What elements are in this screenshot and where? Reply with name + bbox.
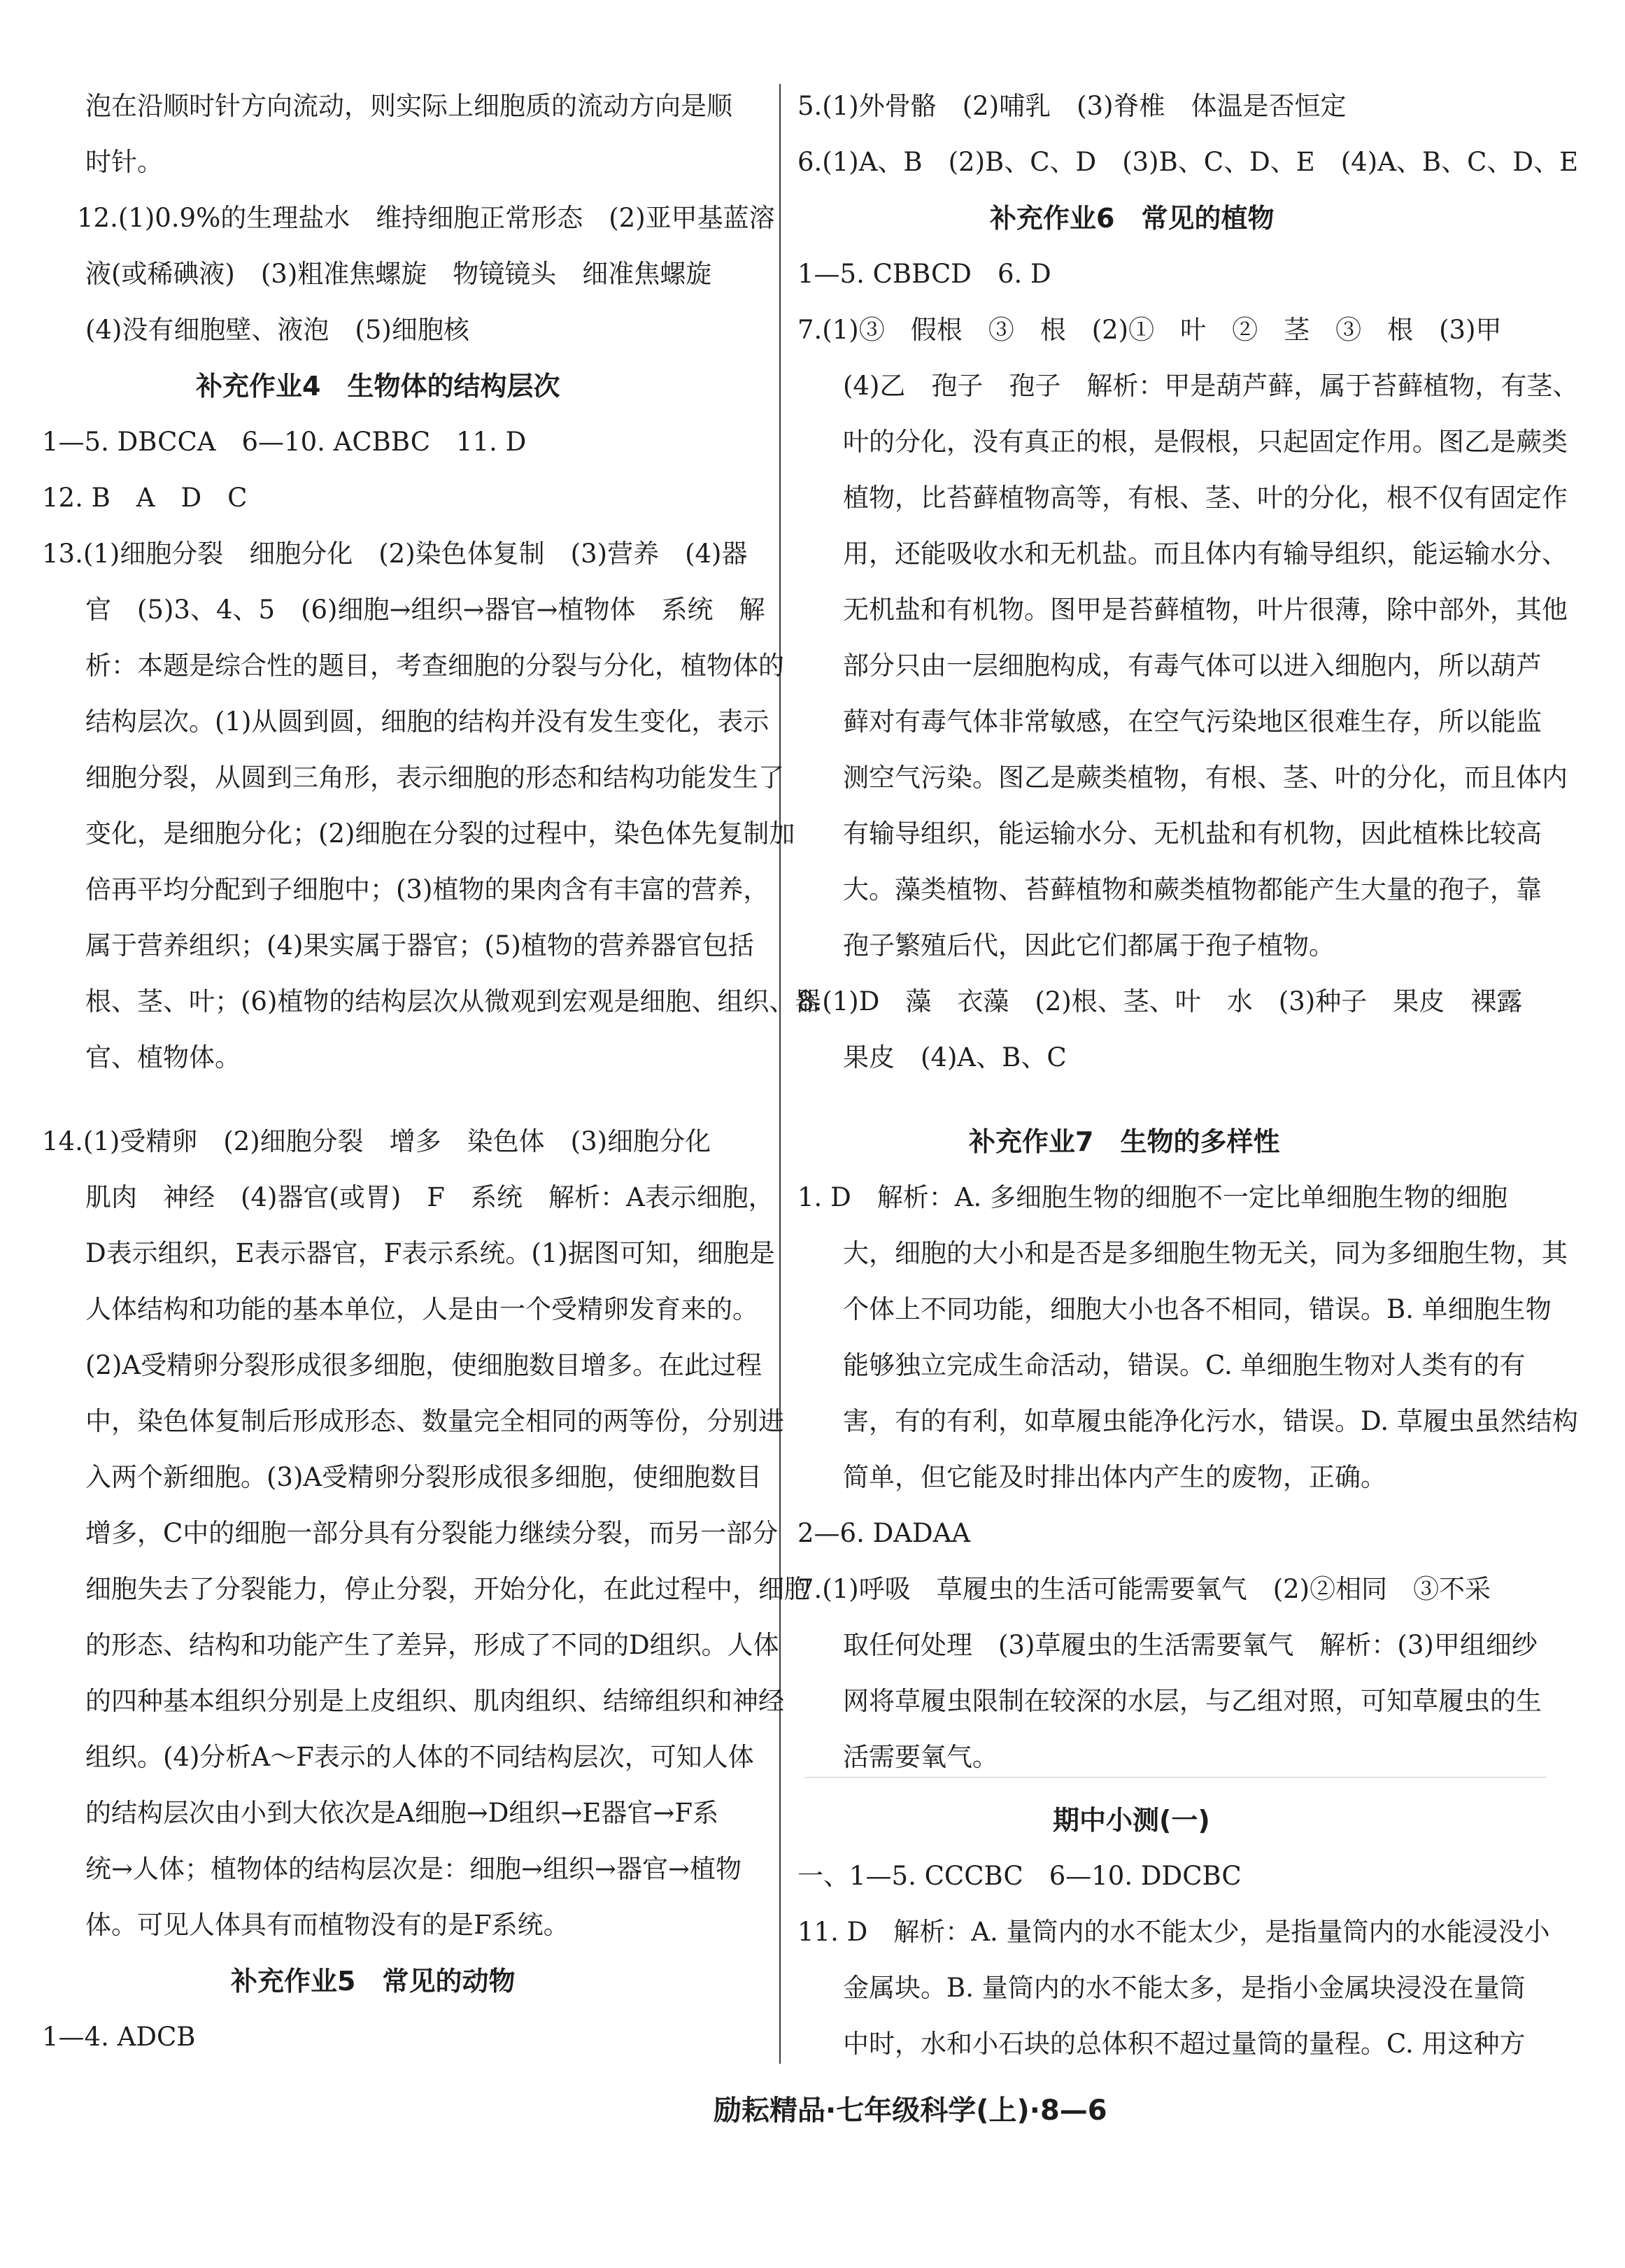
text-line: 简单，但它能及时排出体内产生的废物，正确。 bbox=[843, 1462, 1386, 1492]
section-heading: 期中小测(一) bbox=[1053, 1805, 1210, 1836]
text-line: 取任何处理 (3)草履虫的生活需要氧气 解析：(3)甲组细纱 bbox=[843, 1630, 1538, 1660]
text-line: 大。藻类植物、苔藓植物和蕨类植物都能产生大量的孢子，靠 bbox=[843, 874, 1542, 905]
text-line: (4)乙 孢子 孢子 解析：甲是葫芦藓，属于苔藓植物，有茎、 bbox=[843, 371, 1579, 401]
text-line: 大，细胞的大小和是否是多细胞生物无关，同为多细胞生物，其 bbox=[843, 1238, 1568, 1268]
text-line: (4)没有细胞壁、液泡 (5)细胞核 bbox=[85, 315, 469, 345]
text-line: 8.(1)D 藻 衣藻 (2)根、茎、叶 水 (3)种子 果皮 裸露 bbox=[797, 986, 1523, 1016]
text-line: 官、植物体。 bbox=[85, 1042, 241, 1072]
text-line: 部分只由一层细胞构成，有毒气体可以进入细胞内，所以葫芦 bbox=[843, 651, 1542, 681]
section-heading: 补充作业5 常见的动物 bbox=[231, 1966, 516, 1997]
text-line: 时针。 bbox=[85, 147, 163, 177]
text-line: 体。可见人体具有而植物没有的是F系统。 bbox=[85, 1910, 569, 1940]
text-line: 6.(1)A、B (2)B、C、D (3)B、C、D、E (4)A、B、C、D、E bbox=[797, 147, 1579, 177]
text-line: 入两个新细胞。(3)A受精卵分裂形成很多细胞，使细胞数目 bbox=[85, 1462, 762, 1492]
text-line: 1—4. ADCB bbox=[42, 2022, 196, 2052]
text-line: 析：本题是综合性的题目，考查细胞的分裂与分化，植物体的 bbox=[85, 651, 784, 681]
text-line: 倍再平均分配到子细胞中；(3)植物的果肉含有丰富的营养， bbox=[85, 874, 769, 905]
text-line: 根、茎、叶；(6)植物的结构层次从微观到宏观是细胞、组织、器 bbox=[85, 986, 821, 1016]
text-line: 组织。(4)分析A～F表示的人体的不同结构层次，可知人体 bbox=[85, 1742, 754, 1772]
text-line: 7.(1)呼吸 草履虫的生活可能需要氧气 (2)②相同 ③不采 bbox=[797, 1574, 1491, 1604]
text-line: 一、1—5. CCCBC 6—10. DDCBC bbox=[797, 1861, 1242, 1891]
text-line: 统→人体；植物体的结构层次是：细胞→组织→器官→植物 bbox=[85, 1854, 742, 1884]
text-line: 中时，水和小石块的总体积不超过量筒的量程。C. 用这种方 bbox=[843, 2029, 1526, 2059]
text-line: 11. D 解析：A. 量筒内的水不能太少，是指量筒内的水能浸没小 bbox=[797, 1917, 1550, 1947]
text-line: 用，还能吸收水和无机盐。而且体内有输导组织，能运输水分、 bbox=[843, 539, 1568, 569]
section-heading: 补充作业4 生物体的结构层次 bbox=[196, 371, 560, 402]
text-line: 害，有的有利，如草履虫能净化污水，错误。D. 草履虫虽然结构 bbox=[843, 1406, 1578, 1436]
page-footer: 励耘精品·七年级科学(上)·8—6 bbox=[714, 2095, 1107, 2127]
text-line: 1. D 解析：A. 多细胞生物的细胞不一定比单细胞生物的细胞 bbox=[797, 1182, 1507, 1212]
column-divider bbox=[779, 84, 781, 2064]
text-line: 1—5. DBCCA 6—10. ACBBC 11. D bbox=[42, 427, 527, 457]
section-separator bbox=[804, 1777, 1546, 1778]
text-line: 12. B A D C bbox=[42, 483, 248, 513]
text-line: 属于营养组织；(4)果实属于器官；(5)植物的营养器官包括 bbox=[85, 930, 754, 961]
text-line: 人体结构和功能的基本单位，人是由一个受精卵发育来的。 bbox=[85, 1294, 758, 1324]
text-line: 细胞分裂，从圆到三角形，表示细胞的形态和结构功能发生了 bbox=[85, 763, 784, 793]
text-line: 肌肉 神经 (4)器官(或胃) F 系统 解析：A表示细胞， bbox=[85, 1182, 774, 1212]
text-line: 1—5. CBBCD 6. D bbox=[797, 259, 1051, 289]
text-line: D表示组织，E表示器官，F表示系统。(1)据图可知，细胞是 bbox=[85, 1238, 775, 1268]
text-line: 14.(1)受精卵 (2)细胞分裂 增多 染色体 (3)细胞分化 bbox=[42, 1126, 711, 1156]
text-line: 结构层次。(1)从圆到圆，细胞的结构并没有发生变化，表示 bbox=[85, 707, 769, 737]
section-heading: 补充作业7 生物的多样性 bbox=[969, 1126, 1280, 1157]
text-line: 泡在沿顺时针方向流动，则实际上细胞质的流动方向是顺 bbox=[85, 91, 732, 121]
text-line: 细胞失去了分裂能力，停止分裂，开始分化，在此过程中，细胞 bbox=[85, 1574, 810, 1604]
text-line: 5.(1)外骨骼 (2)哺乳 (3)脊椎 体温是否恒定 bbox=[797, 91, 1347, 121]
text-line: 的四种基本组织分别是上皮组织、肌肉组织、结缔组织和神经 bbox=[85, 1686, 784, 1716]
text-line: 个体上不同功能，细胞大小也各不相同，错误。B. 单细胞生物 bbox=[843, 1294, 1552, 1324]
text-line: 植物，比苔藓植物高等，有根、茎、叶的分化，根不仅有固定作 bbox=[843, 483, 1568, 513]
text-line: 的结构层次由小到大依次是A细胞→D组织→E器官→F系 bbox=[85, 1798, 719, 1828]
text-line: 叶的分化，没有真正的根，是假根，只起固定作用。图乙是蕨类 bbox=[843, 427, 1568, 457]
text-line: 藓对有毒气体非常敏感，在空气污染地区很难生存，所以能监 bbox=[843, 707, 1542, 737]
text-line: 2—6. DADAA bbox=[797, 1518, 971, 1548]
text-line: 12.(1)0.9%的生理盐水 维持细胞正常形态 (2)亚甲基蓝溶 bbox=[77, 203, 775, 233]
text-line: 金属块。B. 量筒内的水不能太多，是指小金属块浸没在量筒 bbox=[843, 1973, 1526, 2003]
text-line: 7.(1)③ 假根 ③ 根 (2)① 叶 ② 茎 ③ 根 (3)甲 bbox=[797, 315, 1502, 345]
text-line: 果皮 (4)A、B、C bbox=[843, 1042, 1067, 1072]
text-line: 液(或稀碘液) (3)粗准焦螺旋 物镜镜头 细准焦螺旋 bbox=[85, 259, 712, 289]
text-line: 网将草履虫限制在较深的水层，与乙组对照，可知草履虫的生 bbox=[843, 1686, 1542, 1716]
text-line: 能够独立完成生命活动，错误。C. 单细胞生物对人类有的有 bbox=[843, 1350, 1526, 1380]
text-line: 官 (5)3、4、5 (6)细胞→组织→器官→植物体 系统 解 bbox=[85, 595, 765, 625]
text-line: 13.(1)细胞分裂 细胞分化 (2)染色体复制 (3)营养 (4)器 bbox=[42, 539, 748, 569]
text-line: 变化，是细胞分化；(2)细胞在分裂的过程中，染色体先复制加 bbox=[85, 818, 795, 849]
text-line: 增多，C中的细胞一部分具有分裂能力继续分裂，而另一部分 bbox=[85, 1518, 779, 1548]
text-line: 活需要氧气。 bbox=[843, 1742, 998, 1772]
section-heading: 补充作业6 常见的植物 bbox=[990, 203, 1275, 234]
text-line: 中，染色体复制后形成形态、数量完全相同的两等份，分别进 bbox=[85, 1406, 784, 1436]
text-line: 有输导组织，能运输水分、无机盐和有机物，因此植株比较高 bbox=[843, 818, 1542, 849]
text-line: 孢子繁殖后代，因此它们都属于孢子植物。 bbox=[843, 930, 1335, 961]
text-line: (2)A受精卵分裂形成很多细胞，使细胞数目增多。在此过程 bbox=[85, 1350, 762, 1380]
text-line: 测空气污染。图乙是蕨类植物，有根、茎、叶的分化，而且体内 bbox=[843, 763, 1568, 793]
text-line: 的形态、结构和功能产生了差异，形成了不同的D组织。人体 bbox=[85, 1630, 779, 1660]
text-line: 无机盐和有机物。图甲是苔藓植物，叶片很薄，除中部外，其他 bbox=[843, 595, 1568, 625]
